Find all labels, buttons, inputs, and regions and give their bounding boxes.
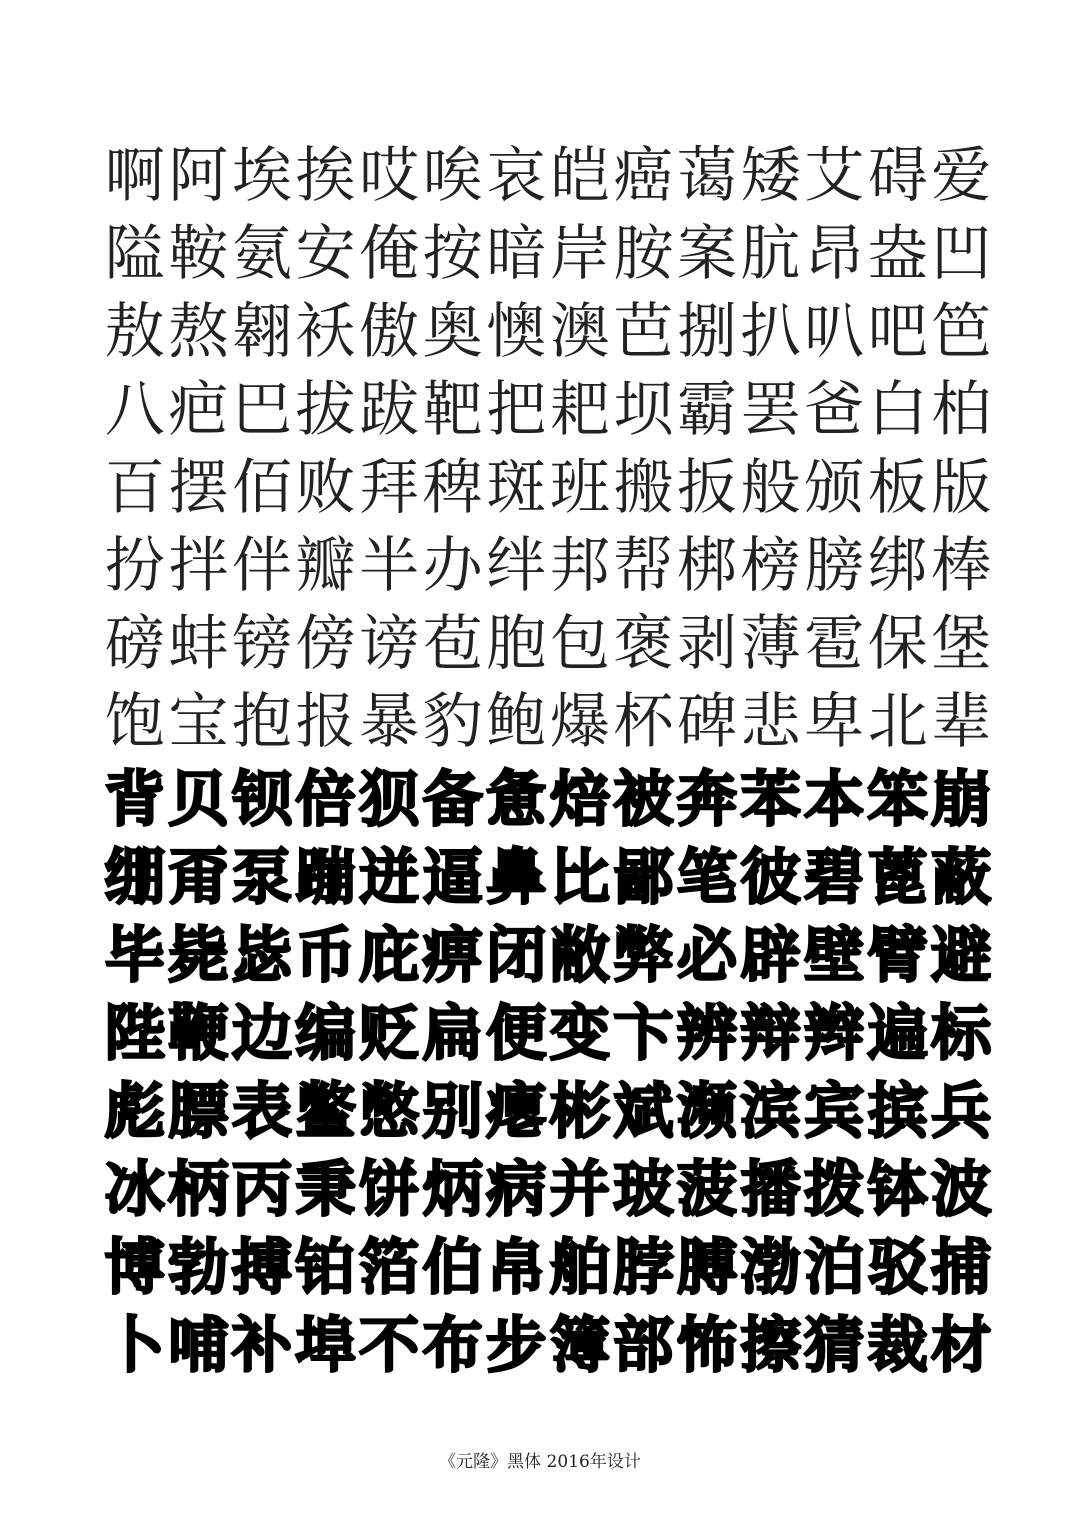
glyph: 抱 [231, 687, 292, 757]
heavy-row [103, 1151, 993, 1229]
glyph: 痹 [422, 921, 483, 991]
glyph: 翱 [231, 297, 292, 367]
glyph: 埃 [231, 141, 292, 211]
glyph: 钡 [231, 765, 292, 835]
glyph: 拌 [168, 531, 229, 601]
glyph: 编 [295, 999, 356, 1069]
glyph: 鲍 [486, 687, 547, 757]
glyph: 鄙 [613, 843, 674, 913]
glyph: 博 [104, 1233, 165, 1303]
glyph: 包 [549, 609, 610, 679]
glyph: 舶 [549, 1233, 610, 1303]
glyph: 罢 [740, 375, 801, 445]
glyph: 镑 [231, 609, 292, 679]
glyph: 皑 [549, 141, 610, 211]
glyph: 伴 [231, 531, 292, 601]
heavy-row [103, 1229, 993, 1307]
glyph: 办 [422, 531, 483, 601]
heavy-row [103, 761, 993, 839]
glyph: 搬 [613, 453, 674, 523]
glyph: 滨 [740, 1077, 801, 1147]
glyph: 氨 [231, 219, 292, 289]
light-weight-block [103, 137, 993, 761]
glyph: 佰 [231, 453, 292, 523]
heavy-row [103, 917, 993, 995]
glyph: 俺 [359, 219, 420, 289]
glyph: 材 [931, 1311, 992, 1381]
glyph: 避 [931, 921, 992, 991]
glyph: 碑 [676, 687, 737, 757]
glyph: 闭 [486, 921, 547, 991]
glyph: 卞 [613, 999, 674, 1069]
glyph: 哎 [359, 141, 420, 211]
glyph: 隘 [104, 219, 165, 289]
glyph: 帛 [486, 1233, 547, 1303]
glyph: 苞 [422, 609, 483, 679]
glyph: 哀 [486, 141, 547, 211]
light-row [103, 215, 993, 293]
glyph: 杯 [613, 687, 674, 757]
glyph: 泵 [231, 843, 292, 913]
glyph: 背 [104, 765, 165, 835]
glyph: 备 [422, 765, 483, 835]
light-row [103, 527, 993, 605]
glyph: 濒 [676, 1077, 737, 1147]
glyph: 彪 [104, 1077, 165, 1147]
glyph: 泊 [804, 1233, 865, 1303]
glyph: 阿 [168, 141, 229, 211]
glyph: 并 [549, 1155, 610, 1225]
glyph: 拔 [295, 375, 356, 445]
glyph: 波 [931, 1155, 992, 1225]
glyph: 迸 [359, 843, 420, 913]
glyph: 狈 [359, 765, 420, 835]
glyph: 安 [295, 219, 356, 289]
heavy-row [103, 1073, 993, 1151]
glyph: 彬 [549, 1077, 610, 1147]
glyph: 瓣 [295, 531, 356, 601]
glyph: 毕 [104, 921, 165, 991]
glyph: 暴 [359, 687, 420, 757]
glyph: 雹 [804, 609, 865, 679]
glyph: 鞍 [168, 219, 229, 289]
glyph: 绊 [486, 531, 547, 601]
glyph: 蔽 [931, 843, 992, 913]
glyph: 辩 [740, 999, 801, 1069]
glyph: 敖 [104, 297, 165, 367]
glyph: 摆 [168, 453, 229, 523]
glyph: 彼 [740, 843, 801, 913]
glyph: 便 [486, 999, 547, 1069]
glyph: 卑 [804, 687, 865, 757]
glyph: 裁 [867, 1311, 928, 1381]
glyph: 悲 [740, 687, 801, 757]
glyph: 丙 [231, 1155, 292, 1225]
glyph: 芭 [613, 297, 674, 367]
glyph: 脖 [613, 1233, 674, 1303]
glyph: 板 [867, 453, 928, 523]
glyph: 败 [295, 453, 356, 523]
glyph: 矮 [740, 141, 801, 211]
glyph: 颁 [804, 453, 865, 523]
glyph: 爆 [549, 687, 610, 757]
glyph: 豹 [422, 687, 483, 757]
glyph: 臂 [867, 921, 928, 991]
glyph: 奥 [422, 297, 483, 367]
glyph: 八 [104, 375, 165, 445]
glyph: 稗 [422, 453, 483, 523]
glyph: 褒 [613, 609, 674, 679]
light-row [103, 683, 993, 761]
glyph: 逼 [422, 843, 483, 913]
glyph: 膊 [676, 1233, 737, 1303]
glyph: 吧 [867, 297, 928, 367]
glyph: 冰 [104, 1155, 165, 1225]
glyph: 辫 [804, 999, 865, 1069]
glyph: 懊 [486, 297, 547, 367]
glyph: 宝 [168, 687, 229, 757]
glyph: 叭 [804, 297, 865, 367]
glyph: 百 [104, 453, 165, 523]
glyph: 半 [359, 531, 420, 601]
glyph: 般 [740, 453, 801, 523]
light-row [103, 137, 993, 215]
glyph: 庇 [359, 921, 420, 991]
glyph: 白 [867, 375, 928, 445]
glyph: 盎 [867, 219, 928, 289]
glyph: 布 [422, 1311, 483, 1381]
glyph: 崩 [931, 765, 992, 835]
glyph: 啊 [104, 141, 165, 211]
glyph: 靶 [422, 375, 483, 445]
glyph: 暗 [486, 219, 547, 289]
glyph: 箔 [359, 1233, 420, 1303]
glyph: 梆 [676, 531, 737, 601]
glyph: 薄 [740, 609, 801, 679]
glyph: 鳖 [295, 1077, 356, 1147]
glyph: 剥 [676, 609, 737, 679]
glyph: 碧 [804, 843, 865, 913]
glyph: 霸 [676, 375, 737, 445]
glyph: 焙 [549, 765, 610, 835]
glyph: 跋 [359, 375, 420, 445]
glyph: 哺 [168, 1311, 229, 1381]
glyph: 膘 [168, 1077, 229, 1147]
glyph: 簿 [549, 1311, 610, 1381]
glyph: 伯 [422, 1233, 483, 1303]
light-row [103, 293, 993, 371]
glyph: 熬 [168, 297, 229, 367]
glyph: 玻 [613, 1155, 674, 1225]
glyph: 绑 [867, 531, 928, 601]
glyph: 怖 [676, 1311, 737, 1381]
glyph: 憋 [359, 1077, 420, 1147]
glyph: 铂 [295, 1233, 356, 1303]
light-row [103, 605, 993, 683]
glyph: 谤 [359, 609, 420, 679]
glyph: 猜 [804, 1311, 865, 1381]
glyph: 斑 [486, 453, 547, 523]
glyph: 秉 [295, 1155, 356, 1225]
glyph: 辈 [931, 687, 992, 757]
glyph: 版 [931, 453, 992, 523]
glyph: 艾 [804, 141, 865, 211]
glyph: 被 [613, 765, 674, 835]
glyph: 柏 [931, 375, 992, 445]
glyph: 擦 [740, 1311, 801, 1381]
glyph: 柄 [168, 1155, 229, 1225]
glyph: 傍 [295, 609, 356, 679]
glyph: 敝 [549, 921, 610, 991]
glyph: 宾 [804, 1077, 865, 1147]
glyph: 毙 [168, 921, 229, 991]
glyph: 扮 [104, 531, 165, 601]
glyph: 壁 [804, 921, 865, 991]
glyph: 陛 [104, 999, 165, 1069]
glyph: 邦 [549, 531, 610, 601]
glyph: 毖 [231, 921, 292, 991]
glyph: 变 [549, 999, 610, 1069]
glyph: 北 [867, 687, 928, 757]
glyph: 笨 [867, 765, 928, 835]
glyph: 傲 [359, 297, 420, 367]
glyph: 标 [931, 999, 992, 1069]
glyph: 唉 [422, 141, 483, 211]
glyph: 凹 [931, 219, 992, 289]
glyph: 笔 [676, 843, 737, 913]
glyph: 倍 [295, 765, 356, 835]
glyph: 堡 [931, 609, 992, 679]
glyph: 蹦 [295, 843, 356, 913]
glyph: 菠 [676, 1155, 737, 1225]
heavy-weight-block [103, 761, 993, 1385]
glyph: 驳 [867, 1233, 928, 1303]
glyph: 绷 [104, 843, 165, 913]
glyph: 捕 [931, 1233, 992, 1303]
glyph: 按 [422, 219, 483, 289]
glyph: 卜 [104, 1311, 165, 1381]
glyph: 遍 [867, 999, 928, 1069]
glyph: 苯 [740, 765, 801, 835]
glyph: 瘪 [486, 1077, 547, 1147]
glyph: 比 [549, 843, 610, 913]
glyph: 癌 [613, 141, 674, 211]
glyph: 胺 [613, 219, 674, 289]
glyph: 捌 [676, 297, 737, 367]
glyph: 鼻 [486, 843, 547, 913]
glyph: 蚌 [168, 609, 229, 679]
glyph: 爸 [804, 375, 865, 445]
heavy-row [103, 1307, 993, 1385]
glyph: 报 [295, 687, 356, 757]
glyph: 拜 [359, 453, 420, 523]
glyph: 肮 [740, 219, 801, 289]
glyph: 勃 [168, 1233, 229, 1303]
glyph: 笆 [931, 297, 992, 367]
glyph: 帮 [613, 531, 674, 601]
glyph: 钵 [867, 1155, 928, 1225]
glyph: 磅 [104, 609, 165, 679]
glyph: 饼 [359, 1155, 420, 1225]
glyph: 巴 [231, 375, 292, 445]
glyph: 摈 [867, 1077, 928, 1147]
glyph: 惫 [486, 765, 547, 835]
glyph: 表 [231, 1077, 292, 1147]
glyph: 播 [740, 1155, 801, 1225]
light-row [103, 449, 993, 527]
glyph: 不 [359, 1311, 420, 1381]
glyph: 饱 [104, 687, 165, 757]
font-specimen [103, 137, 993, 1385]
glyph: 榜 [740, 531, 801, 601]
glyph: 扳 [676, 453, 737, 523]
glyph: 步 [486, 1311, 547, 1381]
glyph: 挨 [295, 141, 356, 211]
glyph: 部 [613, 1311, 674, 1381]
glyph: 必 [676, 921, 737, 991]
light-row [103, 371, 993, 449]
glyph: 案 [676, 219, 737, 289]
heavy-row [103, 995, 993, 1073]
glyph: 贬 [359, 999, 420, 1069]
glyph: 搏 [231, 1233, 292, 1303]
glyph: 袄 [295, 297, 356, 367]
glyph: 爱 [931, 141, 992, 211]
glyph: 弊 [613, 921, 674, 991]
glyph: 耙 [549, 375, 610, 445]
glyph: 保 [867, 609, 928, 679]
glyph: 扒 [740, 297, 801, 367]
glyph: 蓖 [867, 843, 928, 913]
glyph: 棒 [931, 531, 992, 601]
glyph: 边 [231, 999, 292, 1069]
glyph: 病 [486, 1155, 547, 1225]
glyph: 奔 [676, 765, 737, 835]
glyph: 币 [295, 921, 356, 991]
glyph: 本 [804, 765, 865, 835]
glyph: 辟 [740, 921, 801, 991]
glyph: 膀 [804, 531, 865, 601]
glyph: 澳 [549, 297, 610, 367]
glyph: 岸 [549, 219, 610, 289]
glyph: 班 [549, 453, 610, 523]
glyph: 扁 [422, 999, 483, 1069]
glyph: 坝 [613, 375, 674, 445]
glyph: 疤 [168, 375, 229, 445]
glyph: 把 [486, 375, 547, 445]
glyph: 昂 [804, 219, 865, 289]
glyph: 兵 [931, 1077, 992, 1147]
glyph: 蔼 [676, 141, 737, 211]
glyph: 补 [231, 1311, 292, 1381]
glyph: 渤 [740, 1233, 801, 1303]
glyph: 贝 [168, 765, 229, 835]
glyph: 别 [422, 1077, 483, 1147]
glyph: 甭 [168, 843, 229, 913]
glyph: 鞭 [168, 999, 229, 1069]
glyph: 碍 [867, 141, 928, 211]
heavy-row [103, 839, 993, 917]
glyph: 炳 [422, 1155, 483, 1225]
glyph: 斌 [613, 1077, 674, 1147]
glyph: 辨 [676, 999, 737, 1069]
glyph: 拨 [804, 1155, 865, 1225]
caption: 《元隆》黑体 2016年设计 [439, 1452, 641, 1472]
glyph: 埠 [295, 1311, 356, 1381]
glyph: 胞 [486, 609, 547, 679]
